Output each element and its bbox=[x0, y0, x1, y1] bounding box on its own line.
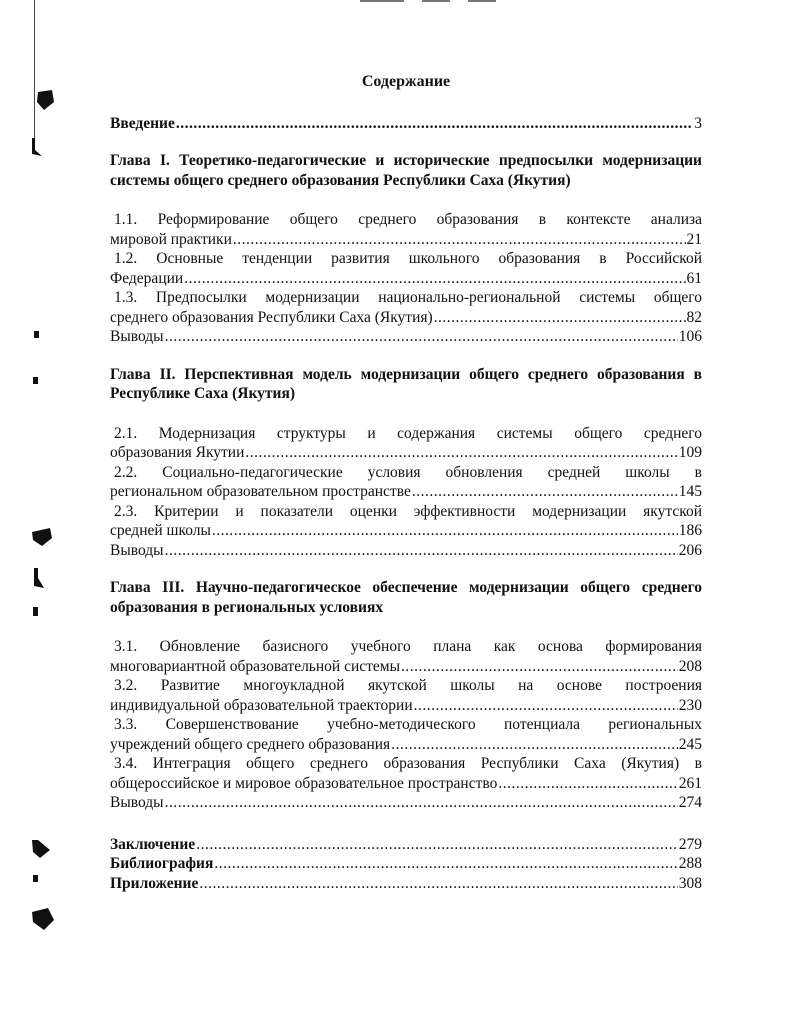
toc-entry-introduction bbox=[110, 114, 702, 134]
dot-leader bbox=[165, 793, 678, 813]
section-title-line: 1.1. Реформирование общего среднего образования в контексте анализа bbox=[114, 211, 702, 228]
dot-leader bbox=[212, 521, 678, 541]
section-title-cont: индивидуальной образовательной траектории bbox=[110, 696, 413, 714]
toc-entry-bibliography bbox=[110, 854, 702, 874]
section-title-line: 1.2. Основные тенденции развития школьного образования в Российской bbox=[114, 250, 702, 267]
section-title-cont: мировой практики bbox=[110, 230, 232, 248]
toc-entry-label: Выводы bbox=[110, 794, 164, 811]
toc-section bbox=[110, 637, 702, 676]
section-title-cont: многовариантной образовательной системы bbox=[110, 657, 401, 675]
toc-conclusions bbox=[110, 793, 702, 813]
toc-page-number: 308 bbox=[678, 874, 702, 892]
toc-section bbox=[110, 676, 702, 715]
toc-page-number: 186 bbox=[678, 522, 702, 539]
chapter-heading: Глава III. Научно-педагогическое обеспечение модернизации общего среднего образования в региональных условиях bbox=[110, 579, 702, 616]
toc-page-number: 245 bbox=[678, 735, 702, 753]
scan-speck-4 bbox=[32, 874, 40, 884]
dot-leader bbox=[199, 874, 677, 894]
toc-section bbox=[110, 715, 702, 754]
toc-page-number: 261 bbox=[678, 774, 702, 792]
toc-page-number: 274 bbox=[678, 794, 702, 811]
section-title-line: 3.1. Обновление базисного учебного плана как основа формирования bbox=[114, 638, 702, 655]
toc-entry-label: Заключение bbox=[110, 835, 196, 853]
punch-hole-mark-6 bbox=[30, 906, 56, 932]
toc-page-number: 82 bbox=[686, 308, 702, 326]
chapter-heading: Глава II. Перспективная модель модернизации общего среднего образования в Республике Саха (Якутия) bbox=[110, 365, 702, 402]
toc-section bbox=[110, 210, 702, 249]
dot-leader bbox=[401, 657, 678, 677]
section-title-line: 2.1. Модернизация структуры и содержания системы общего среднего bbox=[114, 424, 702, 442]
toc-page-number: 109 bbox=[678, 444, 702, 461]
dot-leader bbox=[414, 696, 678, 716]
punch-hole-mark-1 bbox=[34, 88, 56, 112]
toc-entry-label: Выводы bbox=[110, 328, 164, 345]
section-title-line: 3.4. Интеграция общего среднего образования Республики Саха (Якутия) в bbox=[114, 755, 702, 772]
toc-entry-label: Введение bbox=[110, 114, 175, 132]
chapter-heading: Глава I. Теоретико-педагогические и исторические предпосылки модернизации системы общего среднего образования Республики Саха (Якутия) bbox=[110, 152, 702, 189]
toc-title: Содержание bbox=[361, 73, 451, 90]
toc-page-number: 288 bbox=[678, 855, 702, 872]
toc-section bbox=[110, 249, 702, 288]
dot-leader bbox=[176, 114, 693, 134]
punch-hole-mark-2 bbox=[30, 138, 44, 160]
scan-speck-2 bbox=[32, 376, 40, 386]
dot-leader bbox=[233, 230, 686, 250]
toc-section bbox=[110, 463, 702, 502]
toc-page-number: 145 bbox=[678, 483, 702, 500]
toc-section bbox=[110, 502, 702, 541]
toc-section bbox=[110, 754, 702, 793]
toc-entry-label: Выводы bbox=[110, 541, 164, 559]
toc-conclusions bbox=[110, 327, 702, 347]
toc-section bbox=[110, 288, 702, 327]
dot-leader bbox=[184, 269, 685, 289]
toc-section bbox=[110, 424, 702, 463]
section-title-line: 1.3. Предпосылки модернизации национально-региональной системы общего bbox=[114, 289, 702, 306]
dot-leader bbox=[498, 774, 677, 794]
dot-leader bbox=[165, 541, 678, 561]
dot-leader bbox=[214, 854, 677, 874]
section-title-line: 3.3. Совершенствование учебно-методического потенциала региональных bbox=[114, 716, 702, 733]
dot-leader bbox=[245, 443, 677, 463]
punch-hole-mark-5 bbox=[30, 838, 54, 860]
scan-artifact-margin-line bbox=[34, 0, 35, 150]
scan-speck-1 bbox=[33, 330, 41, 340]
punch-hole-mark-4 bbox=[32, 568, 46, 590]
dot-leader bbox=[391, 735, 678, 755]
section-title-cont: образования Якутии bbox=[110, 444, 245, 461]
toc-page-number: 230 bbox=[678, 696, 702, 714]
dot-leader bbox=[165, 327, 678, 347]
toc-entry-label: Приложение bbox=[110, 874, 199, 892]
section-title-cont: учреждений общего среднего образования bbox=[110, 735, 391, 753]
toc-page-number: 279 bbox=[678, 835, 702, 853]
toc-entry-label: Библиография bbox=[110, 855, 214, 872]
punch-hole-mark-3 bbox=[30, 526, 54, 548]
section-title-cont: общероссийское и мировое образовательное пространство bbox=[110, 774, 498, 792]
toc-page-number: 106 bbox=[678, 328, 702, 345]
toc-page-number: 21 bbox=[686, 230, 702, 248]
dot-leader bbox=[434, 308, 686, 328]
section-title-cont: средней школы bbox=[110, 522, 211, 539]
toc-page-number: 61 bbox=[686, 269, 702, 287]
toc-page-number: 3 bbox=[694, 114, 702, 132]
section-title-cont: Федерации bbox=[110, 269, 184, 287]
dot-leader bbox=[196, 835, 678, 855]
toc-entry-appendix bbox=[110, 874, 702, 894]
section-title-cont: региональном образовательном пространстве bbox=[110, 483, 411, 500]
section-title-line: 3.2. Развитие многоукладной якутской школы на основе построения bbox=[114, 677, 702, 694]
section-title-line: 2.3. Критерии и показатели оценки эффективности модернизации якутской bbox=[114, 502, 702, 520]
scan-artifact-top bbox=[360, 0, 520, 6]
dot-leader bbox=[412, 482, 678, 502]
toc-entry-conclusion bbox=[110, 835, 702, 855]
toc-page-number: 208 bbox=[678, 657, 702, 675]
scan-speck-3 bbox=[32, 606, 40, 618]
table-of-contents bbox=[110, 72, 702, 893]
toc-page-number: 206 bbox=[678, 541, 702, 559]
toc-conclusions bbox=[110, 541, 702, 561]
section-title-line: 2.2. Социально-педагогические условия обновления средней школы в bbox=[114, 463, 702, 481]
section-title-cont: среднего образования Республики Саха (Якутия) bbox=[110, 308, 433, 326]
